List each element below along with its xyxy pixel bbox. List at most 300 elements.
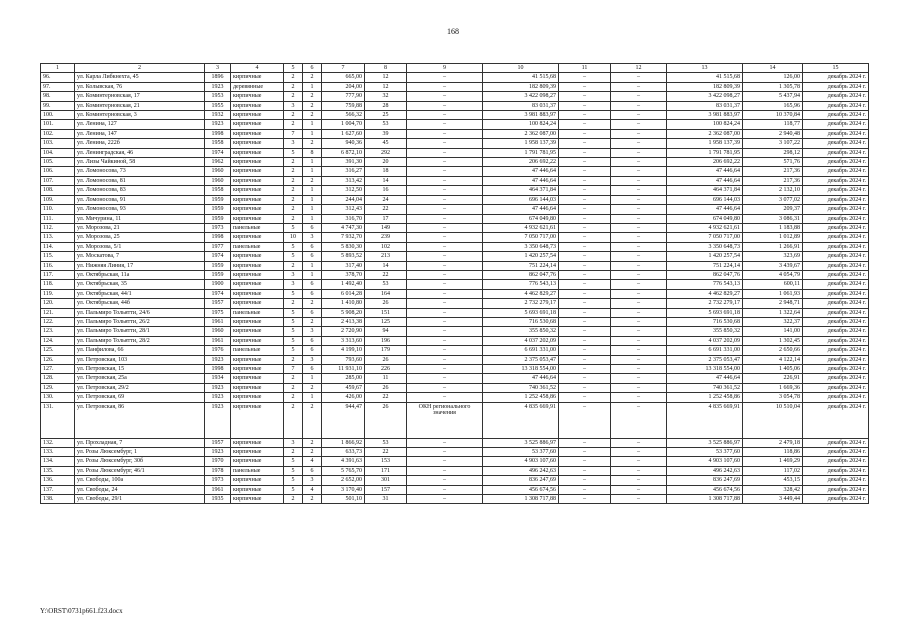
table-cell: – (559, 139, 611, 148)
table-cell: 53 (365, 120, 407, 129)
table-cell: – (407, 73, 483, 82)
table-cell: 3 (284, 438, 303, 447)
table-cell: кирпичные (231, 167, 284, 176)
table-cell: 3 107,22 (743, 139, 803, 148)
table-cell: – (407, 176, 483, 185)
table-cell: – (559, 374, 611, 383)
table-cell: – (407, 233, 483, 242)
table-cell: 4 903 107,60 (667, 457, 743, 466)
table-cell: 13 318 554,00 (483, 365, 559, 374)
table-cell: 217,36 (743, 167, 803, 176)
table-cell: 32 (365, 92, 407, 101)
table-cell: – (407, 101, 483, 110)
table-cell: 740 361,52 (483, 383, 559, 392)
table-cell: 111. (41, 214, 75, 223)
table-cell: 4 903 107,60 (483, 457, 559, 466)
table-cell: 776 543,13 (483, 280, 559, 289)
table-cell: 5 693 691,18 (483, 308, 559, 317)
table-cell: 674 049,80 (667, 214, 743, 223)
table-cell: 4 932 621,61 (483, 223, 559, 232)
table-cell: – (407, 495, 483, 504)
table-cell: 571,76 (743, 158, 803, 167)
table-cell: декабрь 2024 г. (803, 139, 869, 148)
table-cell: 696 144,03 (667, 195, 743, 204)
table-cell: 2 (303, 111, 322, 120)
table-row (41, 73, 869, 82)
table-cell: декабрь 2024 г. (803, 308, 869, 317)
table-cell: кирпичные (231, 148, 284, 157)
table-cell: 206 692,22 (667, 158, 743, 167)
table-row (41, 365, 869, 374)
table-cell: 3 422 098,27 (483, 92, 559, 101)
table-cell: 1 958 137,39 (667, 139, 743, 148)
table-cell: кирпичные (231, 195, 284, 204)
table-cell: 149 (365, 223, 407, 232)
table-cell: 1 866,92 (322, 438, 365, 447)
table-cell: 3 (303, 233, 322, 242)
table-row (41, 167, 869, 176)
table-cell: 26 (365, 383, 407, 392)
table-cell: – (611, 346, 667, 355)
table-cell: 674 049,80 (483, 214, 559, 223)
table-cell: 355 850,32 (667, 327, 743, 336)
table-cell: кирпичные (231, 485, 284, 494)
table-cell: 3 439,67 (743, 261, 803, 270)
table-cell: – (611, 355, 667, 364)
table-cell: декабрь 2024 г. (803, 365, 869, 374)
table-cell: 179 (365, 346, 407, 355)
table-cell: 22 (365, 448, 407, 457)
table-cell: – (559, 252, 611, 261)
table-cell: 1 (303, 261, 322, 270)
table-cell: – (407, 261, 483, 270)
table-cell: 3 086,31 (743, 214, 803, 223)
table-cell: ул. Пальмиро Тольятти, 26/2 (75, 317, 205, 326)
table-cell: 153 (365, 457, 407, 466)
table-cell: кирпичные (231, 233, 284, 242)
table-cell: кирпичные (231, 176, 284, 185)
table-cell: 206 692,22 (483, 158, 559, 167)
table-cell: 1934 (205, 374, 231, 383)
table-cell: 1973 (205, 223, 231, 232)
table-cell: 1974 (205, 252, 231, 261)
table-cell: 3 981 883,97 (483, 111, 559, 120)
table-row (41, 299, 869, 308)
table-cell: 5 (284, 466, 303, 475)
table-cell: ул. Мичурина, 11 (75, 214, 205, 223)
table-cell: 740 361,52 (667, 383, 743, 392)
table-cell: 2 (284, 402, 303, 438)
table-cell: 1923 (205, 355, 231, 364)
table-row (41, 485, 869, 494)
table-cell: декабрь 2024 г. (803, 129, 869, 138)
table-cell: 1 (303, 393, 322, 402)
table-cell: – (611, 299, 667, 308)
table-cell: 129. (41, 383, 75, 392)
table-cell: декабрь 2024 г. (803, 214, 869, 223)
table-cell: 4 (303, 485, 322, 494)
table-cell: кирпичные (231, 289, 284, 298)
table-cell: 751 224,14 (667, 261, 743, 270)
table-cell: 378,70 (322, 270, 365, 279)
table-body (41, 64, 869, 504)
table-cell: – (407, 308, 483, 317)
table-cell: кирпичные (231, 261, 284, 270)
table-cell: 5 (284, 148, 303, 157)
table-cell: – (559, 158, 611, 167)
table-cell: кирпичные (231, 111, 284, 120)
table-cell: – (611, 393, 667, 402)
table-cell: – (559, 120, 611, 129)
table-cell: 141,00 (743, 327, 803, 336)
table-cell: 391,30 (322, 158, 365, 167)
table-cell: – (559, 336, 611, 345)
table-cell: декабрь 2024 г. (803, 223, 869, 232)
table-cell: 1 (303, 186, 322, 195)
table-cell: 4 122,14 (743, 355, 803, 364)
table-cell: 28 (365, 101, 407, 110)
table-cell: – (611, 111, 667, 120)
table-cell: кирпичные (231, 374, 284, 383)
table-row (41, 261, 869, 270)
table-cell: 5 893,52 (322, 252, 365, 261)
table-cell: 171 (365, 466, 407, 475)
table-cell: 5 (284, 476, 303, 485)
table-cell: 41 515,68 (483, 73, 559, 82)
table-cell: 4 835 669,91 (483, 402, 559, 438)
table-cell: – (559, 402, 611, 438)
table-cell: 6 (303, 466, 322, 475)
table-cell: 164 (365, 289, 407, 298)
table-cell: 2 479,18 (743, 438, 803, 447)
table-cell: 1896 (205, 73, 231, 82)
table-cell: 47 446,64 (667, 176, 743, 185)
table-cell: – (407, 205, 483, 214)
table-cell: 3 (303, 476, 322, 485)
table-cell: 5 (284, 223, 303, 232)
table-cell: 2 (303, 92, 322, 101)
table-cell: кирпичные (231, 214, 284, 223)
table-cell: – (611, 485, 667, 494)
table-cell: декабрь 2024 г. (803, 476, 869, 485)
table-cell: 47 446,64 (483, 167, 559, 176)
table-cell: 1923 (205, 82, 231, 91)
table-cell: 6 691 331,00 (667, 346, 743, 355)
table-cell: 2 (284, 195, 303, 204)
table-cell: 1953 (205, 92, 231, 101)
table-cell: 106. (41, 167, 75, 176)
table-cell: 47 446,64 (483, 176, 559, 185)
table-cell: панельные (231, 346, 284, 355)
table-cell: 5 (284, 242, 303, 251)
table-cell: 1974 (205, 148, 231, 157)
table-cell: – (611, 261, 667, 270)
table-cell: – (407, 167, 483, 176)
table-cell: ул. Ленина, 127 (75, 120, 205, 129)
table-row (41, 438, 869, 447)
table-cell: – (559, 438, 611, 447)
table-cell: 2 652,00 (322, 476, 365, 485)
table-cell: декабрь 2024 г. (803, 393, 869, 402)
table-cell: 182 809,39 (667, 82, 743, 91)
table-cell: 2 (284, 73, 303, 82)
table-cell: декабрь 2024 г. (803, 485, 869, 494)
table-cell: 322,37 (743, 317, 803, 326)
table-cell: 1 308 717,88 (483, 495, 559, 504)
table-cell: 6 (303, 280, 322, 289)
table-row (41, 495, 869, 504)
table-cell: 83 031,37 (483, 101, 559, 110)
table-cell: – (559, 73, 611, 82)
header-cell: 15 (803, 64, 869, 73)
table-cell: 100. (41, 111, 75, 120)
table-cell: 26 (365, 402, 407, 438)
table-cell: кирпичные (231, 73, 284, 82)
table-cell: – (559, 308, 611, 317)
table-cell: 114. (41, 242, 75, 251)
table-cell: 1 (303, 195, 322, 204)
table-cell: 99. (41, 101, 75, 110)
table-row (41, 252, 869, 261)
table-cell: панельные (231, 466, 284, 475)
table-row (41, 233, 869, 242)
table-cell: 6 872,10 (322, 148, 365, 157)
table-cell: ул. Ленина, 147 (75, 129, 205, 138)
table-cell: – (611, 308, 667, 317)
table-cell: 1961 (205, 336, 231, 345)
table-cell: декабрь 2024 г. (803, 261, 869, 270)
table-cell: кирпичные (231, 355, 284, 364)
table-cell: 107. (41, 176, 75, 185)
table-cell: – (407, 448, 483, 457)
table-cell: – (407, 393, 483, 402)
table-cell: декабрь 2024 г. (803, 82, 869, 91)
table-row (41, 289, 869, 298)
table-cell: 1 791 781,95 (483, 148, 559, 157)
table-cell: 2 (303, 448, 322, 457)
table-cell: декабрь 2024 г. (803, 336, 869, 345)
table-cell: – (611, 457, 667, 466)
table-cell: ул. Ленина, 222б (75, 139, 205, 148)
table-cell: 1923 (205, 393, 231, 402)
table-cell: 5 830,30 (322, 242, 365, 251)
table-cell: ул. Ломоносова, 73 (75, 167, 205, 176)
table-cell: 26 (365, 299, 407, 308)
table-cell: 10 (284, 233, 303, 242)
table-cell: 7 (284, 129, 303, 138)
table-cell: 5 693 691,18 (667, 308, 743, 317)
table-cell: декабрь 2024 г. (803, 457, 869, 466)
table-cell: кирпичные (231, 92, 284, 101)
table-cell: – (611, 139, 667, 148)
table-cell: 134. (41, 457, 75, 466)
table-cell: 355 850,32 (483, 327, 559, 336)
header-cell: 5 (284, 64, 303, 73)
table-cell: – (559, 346, 611, 355)
table-cell: – (407, 317, 483, 326)
table-cell: 2 (284, 355, 303, 364)
table-cell: 124. (41, 336, 75, 345)
table-cell: ул. Нижняя Линия, 17 (75, 261, 205, 270)
table-cell: 453,15 (743, 476, 803, 485)
table-cell: 6 (303, 289, 322, 298)
table-cell: 1923 (205, 448, 231, 457)
table-cell: 2 132,10 (743, 186, 803, 195)
table-cell: – (611, 233, 667, 242)
table-cell: 226 (365, 365, 407, 374)
table-cell: кирпичные (231, 393, 284, 402)
table-cell: 4 037 202,09 (483, 336, 559, 345)
table-cell: 759,88 (322, 101, 365, 110)
table-cell: – (559, 383, 611, 392)
table-cell: 2 948,71 (743, 299, 803, 308)
table-row (41, 195, 869, 204)
table-cell: 2 375 053,47 (483, 355, 559, 364)
table-cell: 1 405,06 (743, 365, 803, 374)
table-cell: 45 (365, 139, 407, 148)
table-cell: 47 446,64 (667, 374, 743, 383)
table-cell: – (559, 485, 611, 494)
table-cell: декабрь 2024 г. (803, 101, 869, 110)
table-cell: 1 012,89 (743, 233, 803, 242)
table-row (41, 308, 869, 317)
table-cell: 1959 (205, 270, 231, 279)
table-cell: кирпичные (231, 101, 284, 110)
table-cell: – (611, 205, 667, 214)
table-cell: 209,37 (743, 205, 803, 214)
table-cell: – (407, 336, 483, 345)
table-cell: 196 (365, 336, 407, 345)
table-cell: 1 492,40 (322, 280, 365, 289)
table-cell: 1923 (205, 402, 231, 438)
table-cell: декабрь 2024 г. (803, 158, 869, 167)
header-cell: 14 (743, 64, 803, 73)
header-cell: 12 (611, 64, 667, 73)
table-cell: – (611, 280, 667, 289)
table-cell: 1 (303, 205, 322, 214)
table-row (41, 393, 869, 402)
table-cell: – (407, 139, 483, 148)
table-cell: 4 391,63 (322, 457, 365, 466)
table-cell: 16 (365, 186, 407, 195)
table-cell: 12 (365, 82, 407, 91)
table-cell: 17 (365, 214, 407, 223)
table-cell: 1 (303, 158, 322, 167)
table-cell: кирпичные (231, 129, 284, 138)
table-cell: 5 (284, 252, 303, 261)
table-cell: 1 183,88 (743, 223, 803, 232)
table-cell: – (559, 92, 611, 101)
table-cell: – (611, 476, 667, 485)
table-cell: – (559, 233, 611, 242)
table-cell: ул. Петровская, 86 (75, 402, 205, 438)
table-cell: 7 050 717,00 (483, 233, 559, 242)
table-cell: 1 305,78 (743, 82, 803, 91)
table-cell: – (407, 457, 483, 466)
table-cell: декабрь 2024 г. (803, 120, 869, 129)
table-row (41, 176, 869, 185)
table-cell: 105. (41, 158, 75, 167)
table-cell: 4 037 202,09 (667, 336, 743, 345)
table-cell: 6 (303, 223, 322, 232)
table-row (41, 327, 869, 336)
table-cell: ул. Свободы, 29/1 (75, 495, 205, 504)
table-cell: ОКН регионального значения (407, 402, 483, 438)
table-cell: 1 (303, 167, 322, 176)
table-cell: 101. (41, 120, 75, 129)
table-cell: кирпичные (231, 252, 284, 261)
table-cell: – (407, 242, 483, 251)
table-row (41, 336, 869, 345)
table-cell: 1998 (205, 233, 231, 242)
table-cell: ул. Ленинградская, 46 (75, 148, 205, 157)
table-cell: – (611, 223, 667, 232)
table-cell: 301 (365, 476, 407, 485)
table-cell: 126,00 (743, 73, 803, 82)
table-cell: 1 302,45 (743, 336, 803, 345)
table-cell: кирпичные (231, 317, 284, 326)
table-cell: 1 252 458,86 (667, 393, 743, 402)
table-cell: декабрь 2024 г. (803, 438, 869, 447)
table-cell: 6 (303, 242, 322, 251)
table-cell: 47 446,64 (483, 374, 559, 383)
table-cell: – (611, 82, 667, 91)
table-cell: 4 462 829,27 (483, 289, 559, 298)
table-cell: 128. (41, 374, 75, 383)
table-cell: 6 014,28 (322, 289, 365, 298)
table-row (41, 242, 869, 251)
table-cell: 2 (284, 261, 303, 270)
table-cell: 1959 (205, 205, 231, 214)
table-row (41, 139, 869, 148)
table-cell: 131. (41, 402, 75, 438)
table-cell: – (407, 365, 483, 374)
table-cell: 3 981 883,97 (667, 111, 743, 120)
table-cell: – (407, 270, 483, 279)
table-cell: 2 732 279,17 (483, 299, 559, 308)
table-cell: 165,96 (743, 101, 803, 110)
table-cell: 1 308 717,88 (667, 495, 743, 504)
table-cell: ул. Морозова, 25 (75, 233, 205, 242)
table-cell: 157 (365, 485, 407, 494)
table-cell: – (611, 167, 667, 176)
table-cell: 182 809,39 (483, 82, 559, 91)
table-cell: 426,00 (322, 393, 365, 402)
table-cell: – (559, 261, 611, 270)
table-cell: 1 (303, 374, 322, 383)
table-cell: 6 (303, 308, 322, 317)
table-cell: – (559, 101, 611, 110)
table-cell: 292 (365, 148, 407, 157)
table-cell: 47 446,64 (483, 205, 559, 214)
table-cell: – (407, 186, 483, 195)
table-cell: 633,73 (322, 448, 365, 457)
table-cell: декабрь 2024 г. (803, 289, 869, 298)
table-cell: 53 377,60 (667, 448, 743, 457)
table-cell: 2 (303, 139, 322, 148)
table-cell: 53 377,60 (483, 448, 559, 457)
table-cell: 5 (284, 327, 303, 336)
table-cell: – (611, 289, 667, 298)
table-cell: 2 732 279,17 (667, 299, 743, 308)
table-cell: – (407, 214, 483, 223)
table-cell: 115. (41, 252, 75, 261)
table-cell: 11 (365, 374, 407, 383)
table-cell: 2 375 053,47 (667, 355, 743, 364)
table-cell: – (407, 466, 483, 475)
table-cell: 940,36 (322, 139, 365, 148)
table-cell: 316,70 (322, 214, 365, 223)
